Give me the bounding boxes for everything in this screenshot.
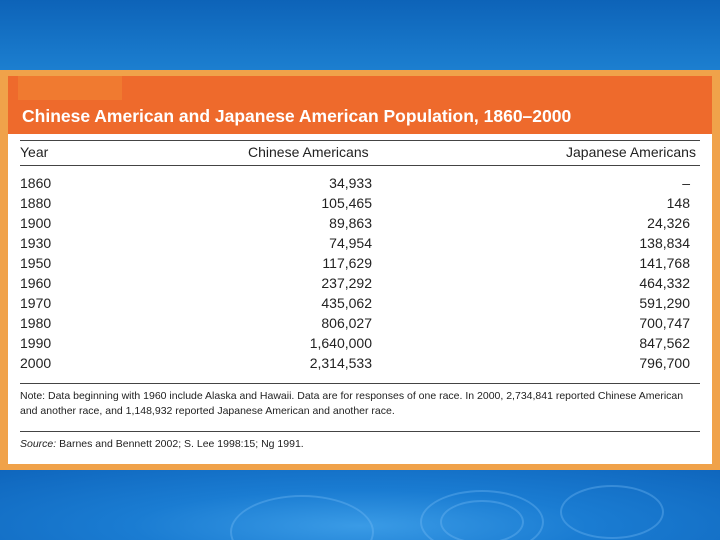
cell-chinese-americans: 806,027 [321,315,372,331]
table-title: Chinese American and Japanese American Population, 1860–2000 [22,106,572,126]
cell-japanese-americans: 464,332 [639,275,690,291]
cell-japanese-americans: 700,747 [639,315,690,331]
table-source [20,438,700,450]
title-accent-tab [18,76,122,100]
source-top-rule [20,431,700,432]
cell-year: 1980 [20,315,52,331]
cell-chinese-americans: 2,314,533 [309,355,372,371]
cell-year: 1960 [20,275,52,291]
cell-japanese-americans: 847,562 [639,335,690,351]
cell-chinese-americans: 34,933 [329,175,372,191]
population-table-card [8,76,712,464]
cell-japanese-americans: – [682,175,690,191]
cell-japanese-americans: 591,290 [639,295,690,311]
header-top-rule [20,140,700,141]
cell-year: 1950 [20,255,52,271]
cell-chinese-americans: 435,062 [321,295,372,311]
water-ripple-decoration [230,495,374,540]
cell-year: 1900 [20,215,52,231]
cell-japanese-americans: 148 [666,195,690,211]
water-ripple-decoration [440,500,524,540]
cell-chinese-americans: 74,954 [329,235,372,251]
slide-background-bottom [0,470,720,540]
table-title-bar [8,76,712,134]
cell-year: 1880 [20,195,52,211]
cell-japanese-americans: 141,768 [639,255,690,271]
cell-year: 1930 [20,235,52,251]
column-header-chinese-americans: Chinese Americans [248,144,369,160]
cell-year: 1970 [20,295,52,311]
water-ripple-decoration [560,485,664,539]
slide-background-top [0,0,720,70]
source-label: Source: [20,438,57,450]
source-text: Barnes and Bennett 2002; S. Lee 1998:15; Ng 1991. [56,438,304,450]
cell-chinese-americans: 237,292 [321,275,372,291]
column-header-japanese-americans: Japanese Americans [566,144,696,160]
cell-japanese-americans: 138,834 [639,235,690,251]
cell-chinese-americans: 117,629 [322,255,372,271]
cell-japanese-americans: 24,326 [647,215,690,231]
table-note: Note: Data beginning with 1960 include Alaska and Hawaii. Data are for responses of one race. In 2000, 2,734,841 reported Chinese American and another race, and 1,148,932 reported Japanese American and another race. [20,390,684,417]
cell-year: 2000 [20,355,52,371]
table-bottom-rule [20,383,700,384]
header-bottom-rule [20,165,700,166]
cell-japanese-americans: 796,700 [639,355,690,371]
cell-chinese-americans: 1,640,000 [309,335,372,351]
column-header-year: Year [20,144,49,160]
cell-year: 1860 [20,175,52,191]
cell-year: 1990 [20,335,52,351]
cell-chinese-americans: 89,863 [329,215,372,231]
cell-chinese-americans: 105,465 [321,195,372,211]
